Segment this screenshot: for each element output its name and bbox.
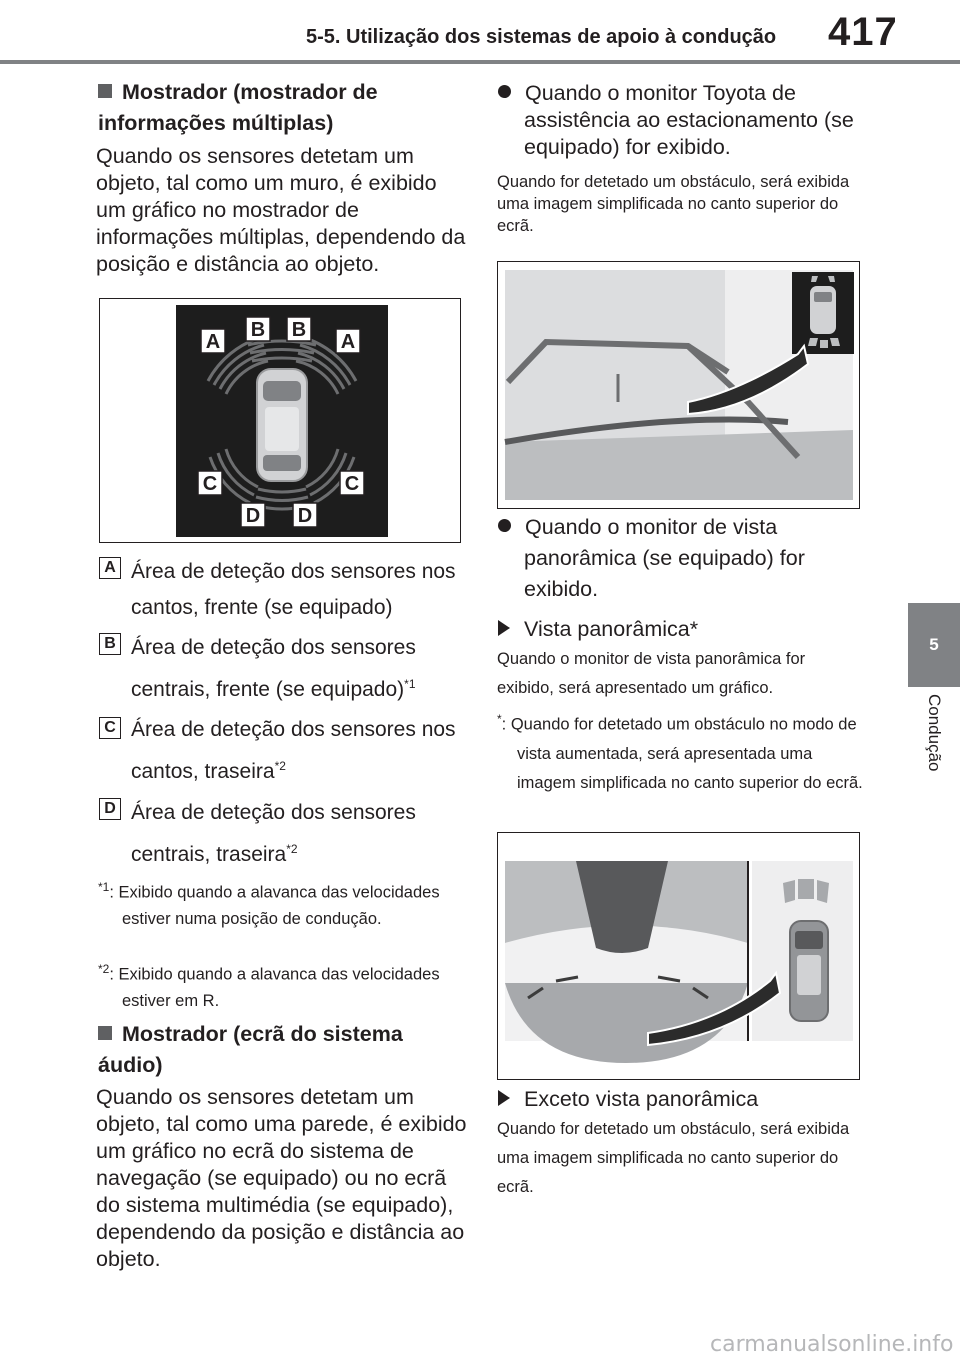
car-top-view-icon: [257, 369, 307, 481]
figure-parking-assist: [497, 261, 860, 509]
chapter-tab-label: Condução: [925, 694, 944, 772]
section-title: 5-5. Utilização dos sistemas de apoio à condução: [306, 26, 777, 48]
paragraph-audio: Quando os sensores detetam um objeto, tal como uma parede, é exibido um gráfico no ecrã do sistema de navegação (se equipado) ou no ecrã do sistema multimédia (se equipado), dependendo da posição e distância ao objeto.: [96, 1085, 467, 1271]
sub-panoramic-title: Vista panorâmica*: [498, 616, 838, 643]
legend-text-b: Área de deteção dos sensores centrais, frente (se equipado)$^{*1}$: [131, 636, 416, 701]
label-b: B: [291, 319, 307, 341]
round-bullet-icon: [498, 519, 511, 532]
footnote-2: $^{*2}$: Exibido quando a alavanca das velocidades estiver em R.: [98, 962, 440, 1010]
round-bullet-icon: [498, 85, 511, 98]
triangle-bullet-icon: [498, 1090, 510, 1106]
legend-text-d: Área de deteção dos sensores centrais, traseira$^{*2}$: [131, 801, 416, 866]
legend-key-b: B: [99, 633, 121, 655]
label-c: C: [344, 473, 360, 495]
paragraph-multi-info: Quando os sensores detetam um objeto, tal como um muro, é exibido um gráfico no mostrador de informações múltiplas, dependendo da posição e distância ao objeto.: [96, 144, 466, 276]
sub-except-panoramic-title: Exceto vista panorâmica: [498, 1086, 838, 1113]
bullet-parking-assist: Quando o monitor Toyota de assistência ao estacionamento (se equipado) for exibido.: [498, 80, 869, 161]
page-number: 417: [828, 10, 898, 54]
label-c: C: [202, 473, 218, 495]
label-d: D: [297, 505, 313, 527]
legend-key-c: C: [99, 717, 121, 739]
bullet-panoramic: Quando o monitor de vista panorâmica (se equipado) for exibido.: [498, 512, 869, 605]
label-b: B: [250, 319, 266, 341]
label-d: D: [245, 505, 261, 527]
square-bullet-icon: [98, 84, 112, 98]
chapter-tab-number: 5: [908, 603, 960, 687]
watermark: carmanualsonline.info: [710, 1332, 954, 1357]
legend-text-a: Área de deteção dos sensores nos cantos, frente (se equipado): [131, 560, 456, 619]
legend-key-d: D: [99, 798, 121, 820]
heading-multi-info-display: Mostrador (mostrador de informações múltiplas): [98, 80, 378, 135]
heading-audio-display: Mostrador (ecrã do sistema áudio): [98, 1022, 403, 1077]
legend-key-a: A: [99, 557, 121, 579]
footnote-1: $^{*1}$: Exibido quando a alavanca das velocidades estiver numa posição de condução.: [98, 880, 440, 928]
sub-panoramic-text: Quando o monitor de vista panorâmica for exibido, será apresentado um gráfico.: [497, 650, 806, 697]
text-parking-assist: Quando for detetado um obstáculo, será exibida uma imagem simplificada no canto superior do ecrã.: [497, 173, 850, 235]
triangle-bullet-icon: [498, 620, 510, 636]
sub-except-panoramic-text: Quando for detetado um obstáculo, será exibida uma imagem simplificada no canto superior do ecrã.: [497, 1120, 850, 1196]
label-a: A: [340, 331, 356, 353]
label-a: A: [205, 331, 221, 353]
square-bullet-icon: [98, 1026, 112, 1040]
star-note: *: Quando for detetado um obstáculo no modo de vista aumentada, será apresentada uma imagem simplificada no canto superior do ecrã.: [497, 712, 863, 792]
figure-panoramic: [497, 832, 860, 1080]
parking-assist-screen: [498, 262, 858, 507]
header-rule: [0, 60, 960, 64]
sensor-area-illustration: [100, 299, 459, 541]
panoramic-screen: [498, 833, 858, 1078]
figure-sensor-areas: [99, 298, 461, 543]
legend-text-c: Área de deteção dos sensores nos cantos, traseira$^{*2}$: [131, 718, 456, 783]
